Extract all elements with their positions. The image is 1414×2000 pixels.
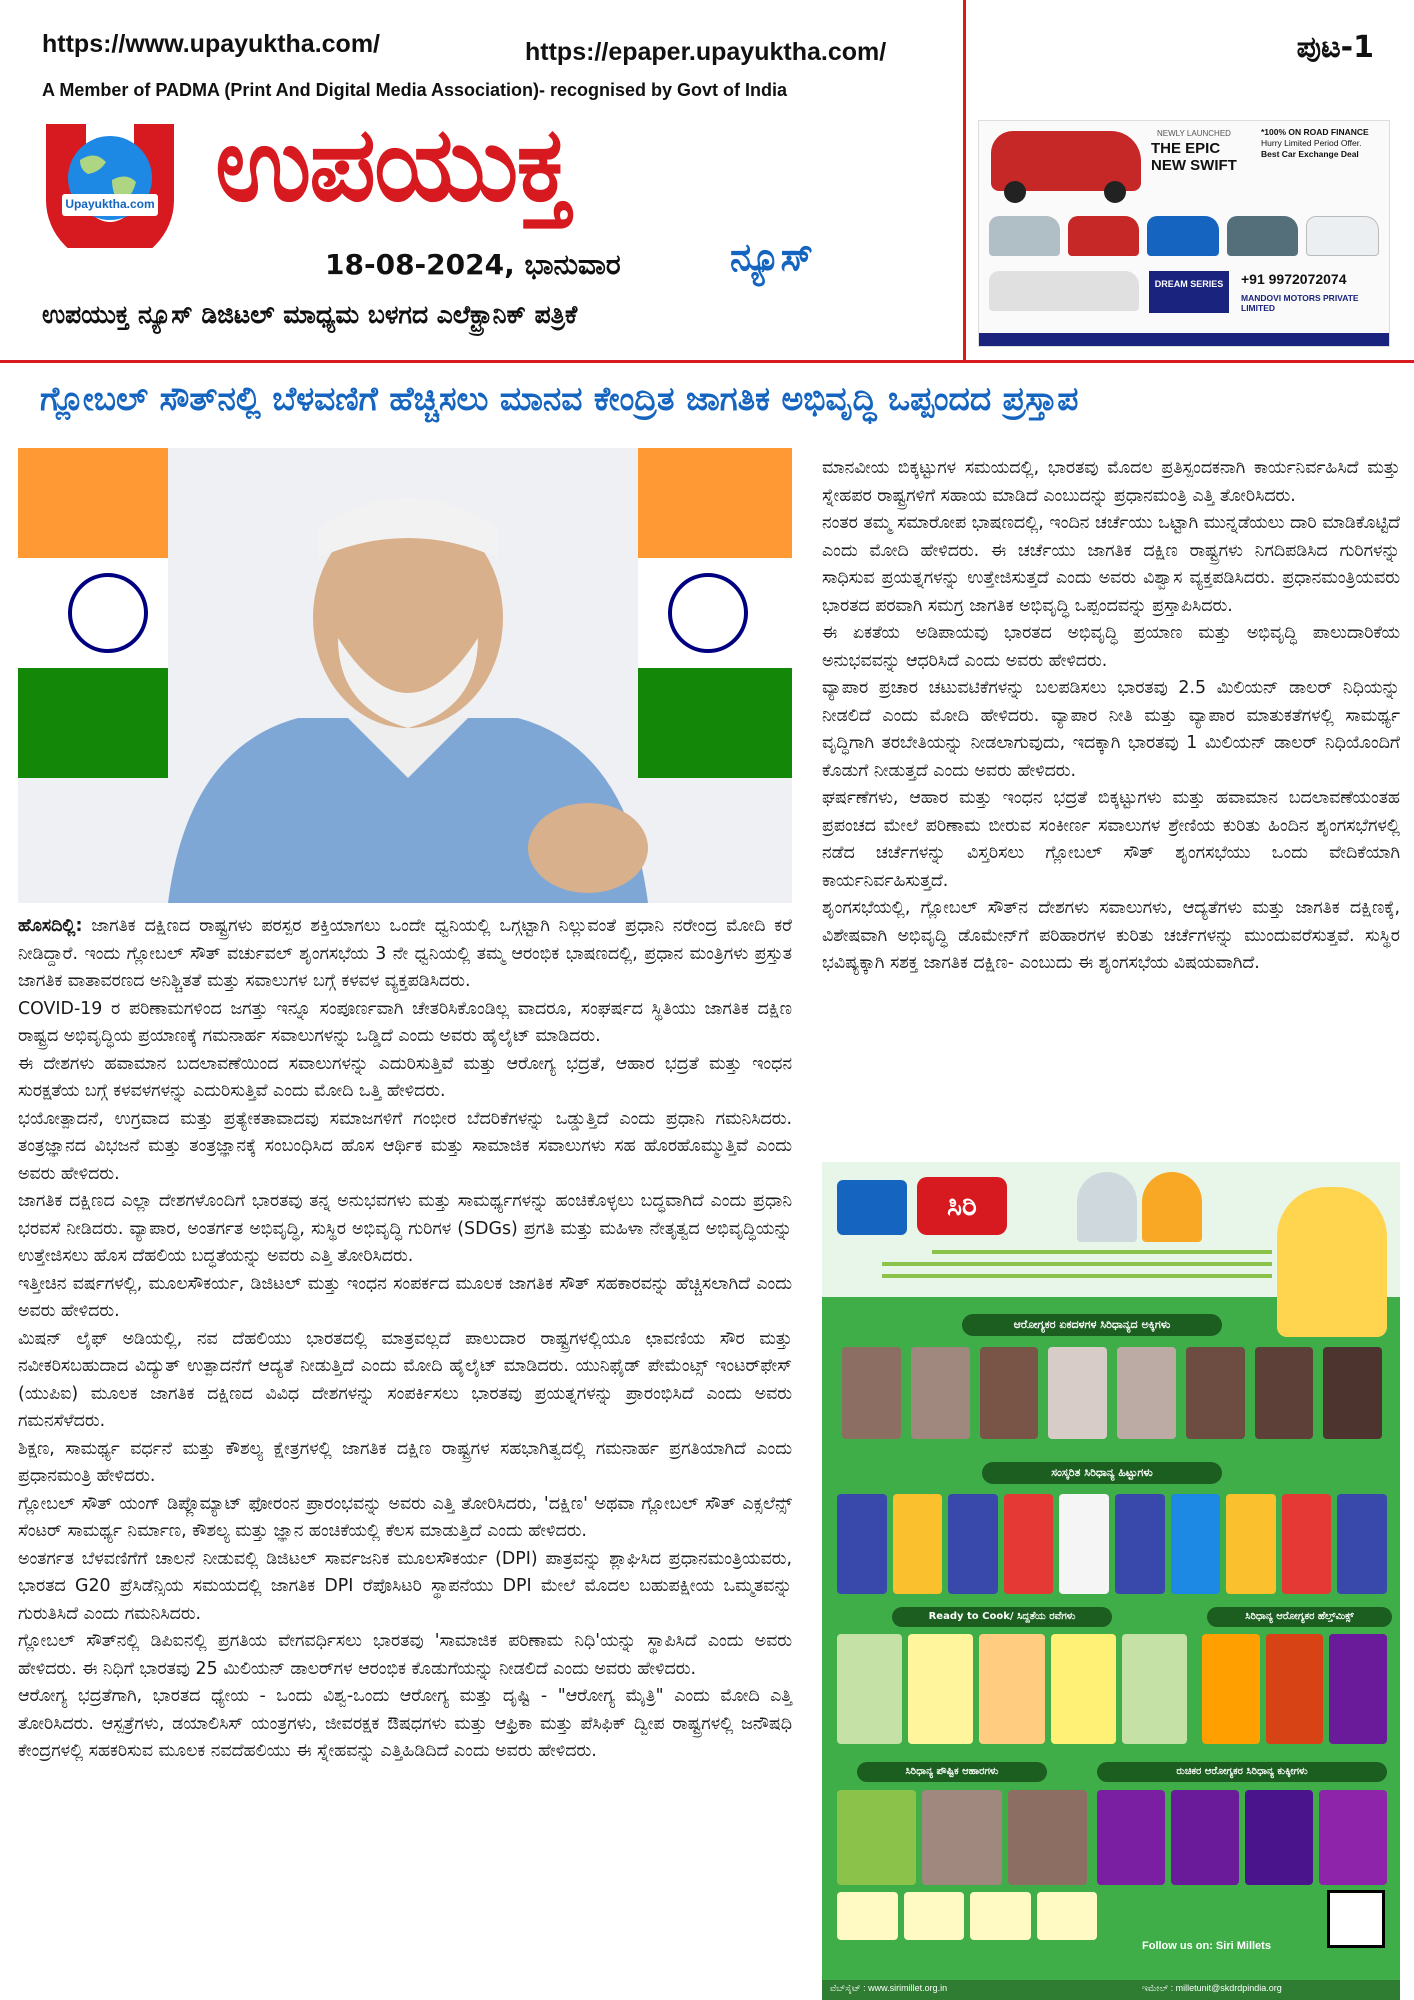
logo-text: Upayuktha.com — [65, 197, 155, 211]
article-paragraph: ಗ್ಲೋಬಲ್ ಸೌತ್ ಯಂಗ್ ಡಿಪ್ಲೊಮ್ಯಾಟ್ ಫೋರಂನ ಪ್ರಾರಂಭವನ್ನು ಅವರು ಎತ್ತಿ ತೋರಿಸಿದರು, 'ದಕ್ಷಿಣ' ಅಥವಾ ಗ್ಲೋಬಲ್ ಸೌತ್ ಎಕ್ಸಲೆನ್ಸ್ ಸೆಂಟರ್ ಸಾಮರ್ಥ್ಯ ನಿರ್ಮಾಣ, ಕೌಶಲ್ಯ ಮತ್ತು ಜ್ಞಾನ ಹಂಚಿಕೆಯಲ್ಲಿ ಕೆಲಸ ಮಾಡುತ್ತಿದೆ ಎಂದು ಹೇಳಿದರು. — [18, 1493, 792, 1541]
article-paragraph: ಮಾನವೀಯ ಬಿಕ್ಕಟ್ಟುಗಳ ಸಮಯದಲ್ಲಿ, ಭಾರತವು ಮೊದಲ ಪ್ರತಿಸ್ಪಂದಕನಾಗಿ ಕಾರ್ಯನಿರ್ವಹಿಸಿದೆ ಮತ್ತು ಸ್ನೇಹಪರ ರಾಷ್ಟ್ರಗಳಿಗೆ ಸಹಾಯ ಮಾಡಿದೆ ಎಂಬುದನ್ನು ಪ್ರಧಾನಮಂತ್ರಿ ಎತ್ತಿ ತೋರಿಸಿದರು. — [822, 458, 1400, 506]
ad-offer-2: Hurry Limited Period Offer. — [1261, 138, 1362, 149]
article-headline: ಗ್ಲೋಬಲ್ ಸೌತ್‌ನಲ್ಲಿ ಬೆಳವಣಿಗೆ ಹೆಚ್ಚಿಸಲು ಮಾನವ ಕೇಂದ್ರಿತ ಜಾಗತಿಕ ಅಭಿವೃದ್ಧಿ ಒಪ್ಪಂದದ ಪ್ರಸ್ತಾಪ — [40, 379, 1079, 418]
header-vertical-divider — [963, 0, 966, 360]
person-photo — [1077, 1172, 1137, 1242]
siri-section-title: ಸಿರಿಧಾನ್ಯ ಆರೋಗ್ಯಕರ ಹೆಲ್ತ್‌ಮಿಕ್ಸ್ — [1207, 1607, 1392, 1627]
article-paragraph: ಈ ಏಕತೆಯ ಅಡಿಪಾಯವು ಭಾರತದ ಅಭಿವೃದ್ಧಿ ಪ್ರಯಾಣ ಮತ್ತು ಅಭಿವೃದ್ಧಿ ಪಾಲುದಾರಿಕೆಯ ಅನುಭವವನ್ನು ಆಧರಿಸಿದೆ ಎಂದು ಅವರು ಹೇಳಿದರು. — [822, 623, 1400, 671]
wheel-icon — [1004, 181, 1026, 203]
wheel-icon — [1104, 181, 1126, 203]
article-paragraph: COVID-19 ರ ಪರಿಣಾಮಗಳಿಂದ ಜಗತ್ತು ಇನ್ನೂ ಸಂಪೂರ್ಣವಾಗಿ ಚೇತರಿಸಿಕೊಂಡಿಲ್ಲ ವಾದರೂ, ಸಂಘರ್ಷದ ಸ್ಥಿತಿಯು ಜಾಗತಿಕ ದಕ್ಷಿಣ ರಾಷ್ಟ್ರದ ಅಭಿವೃದ್ಧಿಯ ಪ್ರಯಾಣಕ್ಕೆ ಗಮನಾರ್ಹ ಸವಾಲುಗಳನ್ನು ಒಡ್ಡಿದೆ ಎಂದು ಅವರು ಹೈಲೈಟ್ ಮಾಡಿದರು. — [18, 998, 792, 1046]
ad-phone[interactable]: +91 9972072074 — [1241, 271, 1347, 287]
dateline: ಹೊಸದಿಲ್ಲಿ: — [18, 916, 83, 936]
siri-section-title: ಆರೋಗ್ಯಕರ ಏಕದಳಗಳ ಸಿರಿಧಾನ್ಯದ ಅಕ್ಕಿಗಳು — [962, 1314, 1222, 1336]
ad-offer-3: Best Car Exchange Deal — [1261, 149, 1359, 160]
article-paragraph: ಭಯೋತ್ಪಾದನೆ, ಉಗ್ರವಾದ ಮತ್ತು ಪ್ರತ್ಯೇಕತಾವಾದವು ಸಮಾಜಗಳಿಗೆ ಗಂಭೀರ ಬೆದರಿಕೆಗಳನ್ನು ಒಡ್ಡುತ್ತಿದೆ ಎಂದು ಪ್ರಧಾನಿ ಗಮನಿಸಿದರು. ತಂತ್ರಜ್ಞಾನದ ವಿಭಜನೆ ಮತ್ತು ತಂತ್ರಜ್ಞಾನಕ್ಕೆ ಸಂಬಂಧಿಸಿದ ಹೊಸ ಆರ್ಥಿಕ ಮತ್ತು ಸಾಮಾಜಿಕ ಸವಾಲುಗಳು ಸಹ ಹೊರಹೊಮ್ಮುತ್ತಿವೆ ಎಂದು ಅವರು ಹೇಳಿದರು. — [18, 1108, 792, 1184]
ad-dealer: MANDOVI MOTORS PRIVATE LIMITED — [1241, 293, 1359, 313]
article-paragraph: ಘರ್ಷಣೆಗಳು, ಆಹಾರ ಮತ್ತು ಇಂಧನ ಭದ್ರತೆ ಬಿಕ್ಕಟ್ಟುಗಳು ಮತ್ತು ಹವಾಮಾನ ಬದಲಾವಣೆಯಂತಹ ಪ್ರಪಂಚದ ಮೇಲೆ ಪರಿಣಾಮ ಬೀರುವ ಸಂಕೀರ್ಣ ಸವಾಲುಗಳ ಶ್ರೇಣಿಯ ಕುರಿತು ಹಿಂದಿನ ಶೃಂಗಸಭೆಗಳಲ್ಲಿ ನಡೆದ ಚರ್ಚೆಗಳನ್ನು ವಿಸ್ತರಿಸಲು ಗ್ಲೋಬಲ್ ಸೌತ್ ಶೃಂಗಸಭೆಯು ಒಂದು ವೇದಿಕೆಯಾಗಿ ಕಾರ್ಯನಿರ್ವಹಿಸುತ್ತದೆ. — [822, 788, 1400, 891]
article-paragraph: ಶಿಕ್ಷಣ, ಸಾಮರ್ಥ್ಯ ವರ್ಧನೆ ಮತ್ತು ಕೌಶಲ್ಯ ಕ್ಷೇತ್ರಗಳಲ್ಲಿ ಜಾಗತಿಕ ದಕ್ಷಿಣ ರಾಷ್ಟ್ರಗಳ ಸಹಭಾಗಿತ್ವದಲ್ಲಿ ಗಮನಾರ್ಹ ಪ್ರಗತಿಯಾಗಿದೆ ಎಂದು ಪ್ರಧಾನಮಂತ್ರಿ ಹೇಳಿದರು. — [18, 1438, 792, 1486]
article-paragraph: ಮಿಷನ್ ಲೈಫ್ ಅಡಿಯಲ್ಲಿ, ನವ ದೆಹಲಿಯು ಭಾರತದಲ್ಲಿ ಮಾತ್ರವಲ್ಲದೆ ಪಾಲುದಾರ ರಾಷ್ಟ್ರಗಳಲ್ಲಿಯೂ ಛಾವಣಿಯ ಸೌರ ಮತ್ತು ನವೀಕರಿಸಬಹುದಾದ ವಿದ್ಯುತ್ ಉತ್ಪಾದನೆಗೆ ಆದ್ಯತೆ ನೀಡುತ್ತಿದೆ ಎಂದು ಮೋದಿ ಹೈಲೈಟ್ ಮಾಡಿದರು. ಯುನಿಫೈಡ್ ಪೇಮೆಂಟ್ಸ್ ಇಂಟರ್‌ಫೇಸ್ (ಯುಪಿಐ) ಮೂಲಕ ಜಾಗತಿಕ ದಕ್ಷಿಣದ ವಿವಿಧ ದೇಶಗಳನ್ನು ಸಂಪರ್ಕಿಸಲು ಭಾರತವು ಪ್ರಯತ್ನಗಳನ್ನು ಪ್ರಾರಂಭಿಸಿದೆ ಎಂದು ಅವರು ಗಮನಸೆಳೆದರು. — [18, 1328, 792, 1431]
tagline: ಉಪಯುಕ್ತ ನ್ಯೂಸ್ ಡಿಜಿಟಲ್ ಮಾಧ್ಯಮ ಬಳಗದ ಎಲೆಕ್ಟ್ರಾನಿಕ್ ಪತ್ರಿಕೆ — [42, 300, 578, 329]
siri-ad-footer — [822, 1980, 1400, 2000]
page-number: ಪುಟ-1 — [1296, 30, 1374, 65]
article-paragraph: ಅಂತರ್ಗತ ಬೆಳವಣಿಗೆಗೆ ಚಾಲನೆ ನೀಡುವಲ್ಲಿ ಡಿಜಿಟಲ್ ಸಾರ್ವಜನಿಕ ಮೂಲಸೌಕರ್ಯ (DPI) ಪಾತ್ರವನ್ನು ಶ್ಲಾಘಿಸಿದ ಪ್ರಧಾನಮಂತ್ರಿಯವರು, ಭಾರತದ G20 ಪ್ರೆಸಿಡೆನ್ಸಿಯ ಸಮಯದಲ್ಲಿ ಜಾಗತಿಕ DPI ರೆಪೊಸಿಟರಿ ಸ್ಥಾಪನೆಯು DPI ಮೇಲೆ ಮೊದಲ ಬಹುಪಕ್ಷೀಯ ಒಮ್ಮತವನ್ನು ಗುರುತಿಸಿದೆ ಎಂದು ಗಮನಿಸಿದರು. — [18, 1548, 792, 1624]
article-paragraph: ನಂತರ ತಮ್ಮ ಸಮಾರೋಪ ಭಾಷಣದಲ್ಲಿ, ಇಂದಿನ ಚರ್ಚೆಯು ಒಟ್ಟಾಗಿ ಮುನ್ನಡೆಯಲು ದಾರಿ ಮಾಡಿಕೊಟ್ಟಿದೆ ಎಂದು ಮೋದಿ ಹೇಳಿದರು. ಈ ಚರ್ಚೆಯು ಜಾಗತಿಕ ದಕ್ಷಿಣ ರಾಷ್ಟ್ರಗಳು ನಿಗದಿಪಡಿಸಿದ ಗುರಿಗಳನ್ನು ಸಾಧಿಸುವ ಪ್ರಯತ್ನಗಳನ್ನು ಉತ್ತೇಜಿಸುತ್ತದೆ ಎಂದು ಅವರು ವಿಶ್ವಾಸ ವ್ಯಕ್ತಪಡಿಸಿದರು. ಪ್ರಧಾನಮಂತ್ರಿಯವರು ಭಾರತದ ಪರವಾಗಿ ಸಮಗ್ರ ಜಾಗತಿಕ ಅಭಿವೃದ್ಧಿ ಒಪ್ಪಂದವನ್ನು ಪ್ರಸ್ತಾಪಿಸಿದರು. — [822, 513, 1400, 616]
siri-website[interactable]: ವೆಬ್‌ಸೈಟ್ : www.sirimillet.org.in — [830, 1983, 948, 1993]
siri-brand-logo: ಸಿರಿ — [917, 1177, 1007, 1235]
article-paragraph: ಆರೋಗ್ಯ ಭದ್ರತೆಗಾಗಿ, ಭಾರತದ ಧ್ಯೇಯ - ಒಂದು ವಿಶ್ವ-ಒಂದು ಆರೋಗ್ಯ ಮತ್ತು ದೃಷ್ಟಿ - "ಆರೋಗ್ಯ ಮೈತ್ರಿ" ಎಂದು ಮೋದಿ ಎತ್ತಿ ತೋರಿಸಿದರು. ಆಸ್ಪತ್ರೆಗಳು, ಡಯಾಲಿಸಿಸ್ ಯಂತ್ರಗಳು, ಜೀವರಕ್ಷಕ ಔಷಧಗಳು ಮತ್ತು ಆಫ್ರಿಕಾ ಮತ್ತು ಪೆಸಿಫಿಕ್ ದ್ವೀಪ ರಾಷ್ಟ್ರಗಳಲ್ಲಿ ಜನೌಷಧಿ ಕೇಂದ್ರಗಳಲ್ಲಿ ಸಹಕರಿಸುವ ಮೂಲಕ ನವದೆಹಲಿಯು ಈ ಸ್ನೇಹವನ್ನು ಎತ್ತಿಹಿಡಿದಿದೆ ಎಂದು ಅವರು ಹೇಳಿದರು. — [18, 1686, 792, 1761]
ad-headline: THE EPIC NEW SWIFT — [1151, 140, 1237, 174]
sksrdp-logo-icon — [837, 1180, 907, 1235]
article-paragraph: ಗ್ಲೋಬಲ್ ಸೌತ್‌ನಲ್ಲಿ ಡಿಪಿಐನಲ್ಲಿ ಪ್ರಗತಿಯ ವೇಗವರ್ಧಿಸಲು ಭಾರತವು 'ಸಾಮಾಜಿಕ ಪರಿಣಾಮ ನಿಧಿ'ಯನ್ನು ಸ್ಥಾಪಿಸಿದೆ ಎಂದು ಅವರು ಹೇಳಿದರು. ಈ ನಿಧಿಗೆ ಭಾರತವು 25 ಮಿಲಿಯನ್ ಡಾಲರ್‌ಗಳ ಆರಂಭಿಕ ಕೊಡುಗೆಯನ್ನು ನೀಡಲಿದೆ ಎಂದು ಅವರು ಹೇಳಿದರು. — [18, 1631, 792, 1679]
car-advertisement[interactable] — [978, 120, 1390, 347]
ad-small-headline: NEWLY LAUNCHED — [1157, 129, 1231, 138]
healthmix-products-row — [1202, 1634, 1387, 1744]
ad-text-line — [882, 1262, 1272, 1266]
ad-offer-1: *100% ON ROAD FINANCE — [1261, 127, 1369, 137]
car-image — [989, 271, 1139, 311]
celebrity-photo — [1277, 1187, 1387, 1337]
siri-section-title: ಸಿರಿಧಾನ್ಯ ಪೌಷ್ಟಿಕ ಆಹಾರಗಳು — [857, 1762, 1047, 1782]
rava-products-row — [837, 1634, 1187, 1744]
siri-email[interactable]: ಇಮೇಲ್ : milletunit@skdrdpindia.org — [1142, 1983, 1282, 1993]
ad-text-line — [882, 1274, 1272, 1278]
article-paragraph: ಈ ದೇಶಗಳು ಹವಾಮಾನ ಬದಲಾವಣೆಯಿಂದ ಸವಾಲುಗಳನ್ನು ಎದುರಿಸುತ್ತಿವೆ ಮತ್ತು ಆರೋಗ್ಯ ಭದ್ರತೆ, ಆಹಾರ ಭದ್ರತೆ ಮತ್ತು ಇಂಧನ ಸುರಕ್ಷತೆಯ ಬಗ್ಗೆ ಕಳವಳಗಳನ್ನು ಎದುರಿಸುತ್ತಿವೆ ಎಂದು ಮೋದಿ ಒತ್ತಿ ಹೇಳಿದರು. — [18, 1053, 792, 1101]
article-lead-paragraph — [18, 913, 792, 996]
siri-section-title: Ready to Cook/ ಸಿದ್ದತೆಯ ರವೆಗಳು — [892, 1607, 1112, 1627]
food-products-row — [837, 1790, 1087, 1885]
social-follow[interactable]: Follow us on: Siri Millets — [1142, 1940, 1271, 1952]
article-paragraph: ಇತ್ತೀಚಿನ ವರ್ಷಗಳಲ್ಲಿ, ಮೂಲಸೌಕರ್ಯ, ಡಿಜಿಟಲ್ ಮತ್ತು ಇಂಧನ ಸಂಪರ್ಕದ ಮೂಲಕ ಜಾಗತಿಕ ಸೌತ್ ಸಹಕಾರವನ್ನು ಹೆಚ್ಚಿಸಲಾಗಿದೆ ಎಂದು ಅವರು ಹೇಳಿದರು. — [18, 1273, 792, 1321]
article-column-right — [822, 455, 1400, 978]
article-paragraph: ಶೃಂಗಸಭೆಯಲ್ಲಿ, ಗ್ಲೋಬಲ್ ಸೌತ್‌ನ ದೇಶಗಳು ಸವಾಲುಗಳು, ಆದ್ಯತೆಗಳು ಮತ್ತು ಜಾಗತಿಕ ದಕ್ಷಿಣಕ್ಕೆ, ವಿಶೇಷವಾಗಿ ಅಭಿವೃದ್ಧಿ ಡೊಮೇನ್‌ಗೆ ಪರಿಹಾರಗಳ ಕುರಿತು ಚರ್ಚೆಗಳನ್ನು ಮುಂದುವರೆಸುತ್ತವೆ. ಸುಸ್ಥಿರ ಭವಿಷ್ಯಕ್ಕಾಗಿ ಸಶಕ್ತ ಜಾಗತಿಕ ದಕ್ಷಿಣ- ಎಂಬುದು ಈ ಶೃಂಗಸಭೆಯ ವಿಷಯವಾಗಿದೆ. — [822, 898, 1400, 973]
lead-text: ಜಾಗತಿಕ ದಕ್ಷಿಣದ ರಾಷ್ಟ್ರಗಳು ಪರಸ್ಪರ ಶಕ್ತಿಯಾಗಲು ಒಂದೇ ಧ್ವನಿಯಲ್ಲಿ ಒಗ್ಗಟ್ಟಾಗಿ ನಿಲ್ಲುವಂತೆ ಪ್ರಧಾನಿ ನರೇಂದ್ರ ಮೋದಿ ಕರೆ ನೀಡಿದ್ದಾರೆ. ಇಂದು ಗ್ಲೋಬಲ್ ಸೌತ್ ವರ್ಚುವಲ್ ಶೃಂಗಸಭೆಯ 3 ನೇ ಧ್ವನಿಯಲ್ಲಿ ತಮ್ಮ ಆರಂಭಿಕ ಭಾಷಣದಲ್ಲಿ, ಪ್ರಧಾನ ಮಂತ್ರಿಗಳು ಪ್ರಸ್ತುತ ಜಾಗತಿಕ ವಾತಾವರಣದ ಅನಿಶ್ಚಿತತೆ ಮತ್ತು ಸವಾಲುಗಳ ಬಗ್ಗೆ ಕಳವಳ ವ್ಯಕ್ತಪಡಿಸಿದರು. — [18, 916, 792, 991]
dream-series-badge: DREAM SERIES — [1149, 271, 1229, 313]
masthead-subtitle: ನ್ಯೂಸ್ — [730, 235, 814, 279]
qr-code-icon[interactable] — [1327, 1890, 1385, 1948]
article-photo — [18, 448, 792, 903]
siri-section-title: ರುಚಿಕರ ಆರೋಗ್ಯಕರ ಸಿರಿಧಾನ್ಯ ಕುಕ್ಕೀಗಳು — [1097, 1762, 1387, 1782]
header-horizontal-divider — [0, 360, 1414, 363]
siri-section-title: ಸಂಸ್ಕರಿತ ಸಿರಿಧಾನ್ಯ ಹಿಟ್ಟುಗಳು — [982, 1462, 1222, 1484]
rice-products-row — [842, 1347, 1382, 1439]
article-paragraph: ಜಾಗತಿಕ ದಕ್ಷಿಣದ ಎಲ್ಲಾ ದೇಶಗಳೊಂದಿಗೆ ಭಾರತವು ತನ್ನ ಅನುಭವಗಳು ಮತ್ತು ಸಾಮರ್ಥ್ಯಗಳನ್ನು ಹಂಚಿಕೊಳ್ಳಲು ಬದ್ಧವಾಗಿದೆ ಎಂದು ಪ್ರಧಾನಿ ಭರವಸೆ ನೀಡಿದರು. ವ್ಯಾಪಾರ, ಅಂತರ್ಗತ ಅಭಿವೃದ್ಧಿ, ಸುಸ್ಥಿರ ಅಭಿವೃದ್ಧಿ ಗುರಿಗಳ (SDGs) ಪ್ರಗತಿ ಮತ್ತು ಮಹಿಳಾ ನೇತೃತ್ವದ ಅಭಿವೃದ್ಧಿಯನ್ನು ಉತ್ತೇಜಿಸಲು ಹೊಸ ದೆಹಲಿಯ ಬದ್ಧತೆಯನ್ನು ಅವರು ಎತ್ತಿ ತೋರಿಸಿದರು. — [18, 1191, 792, 1266]
siri-millets-advertisement[interactable] — [822, 1162, 1400, 1980]
flour-products-row — [837, 1494, 1387, 1594]
article-paragraph: ವ್ಯಾಪಾರ ಪ್ರಚಾರ ಚಟುವಟಿಕೆಗಳನ್ನು ಬಲಪಡಿಸಲು ಭಾರತವು 2.5 ಮಿಲಿಯನ್ ಡಾಲರ್ ನಿಧಿಯನ್ನು ನೀಡಲಿದೆ ಎಂದು ಮೋದಿ ಹೇಳಿದರು. ವ್ಯಾಪಾರ ನೀತಿ ಮತ್ತು ವ್ಯಾಪಾರ ಮಾತುಕತೆಗಳಲ್ಲಿ ಸಾಮರ್ಥ್ಯ ವೃದ್ಧಿಗಾಗಿ ತರಬೇತಿಯನ್ನು ನೀಡಲಾಗುವುದು, ಇದಕ್ಕಾಗಿ ಭಾರತವು 1 ಮಿಲಿಯನ್ ಡಾಲರ್ ನಿಧಿಯೊಂದಿಗೆ ಕೊಡುಗೆ ನೀಡುತ್ತದೆ ಎಂದು ಅವರು ಹೇಳಿದರು. — [822, 678, 1400, 781]
person-photo — [1142, 1172, 1202, 1242]
packet-products-row — [837, 1892, 1097, 1940]
cookie-products-row — [1097, 1790, 1387, 1885]
issue-date: 18-08-2024, ಭಾನುವಾರ — [325, 248, 621, 281]
ad-text-line — [932, 1250, 1272, 1254]
upayuktha-logo — [40, 120, 180, 248]
car-lineup — [989, 216, 1379, 256]
website-link[interactable]: https://www.upayuktha.com/ — [42, 30, 380, 58]
ad-footer-bar — [979, 333, 1389, 346]
member-line: A Member of PADMA (Print And Digital Media Association)- recognised by Govt of India — [42, 80, 788, 100]
masthead-title: ಉಪಯುಕ್ತ — [215, 103, 571, 225]
epaper-link[interactable]: https://epaper.upayuktha.com/ — [525, 38, 887, 66]
article-column-left — [18, 913, 792, 1766]
